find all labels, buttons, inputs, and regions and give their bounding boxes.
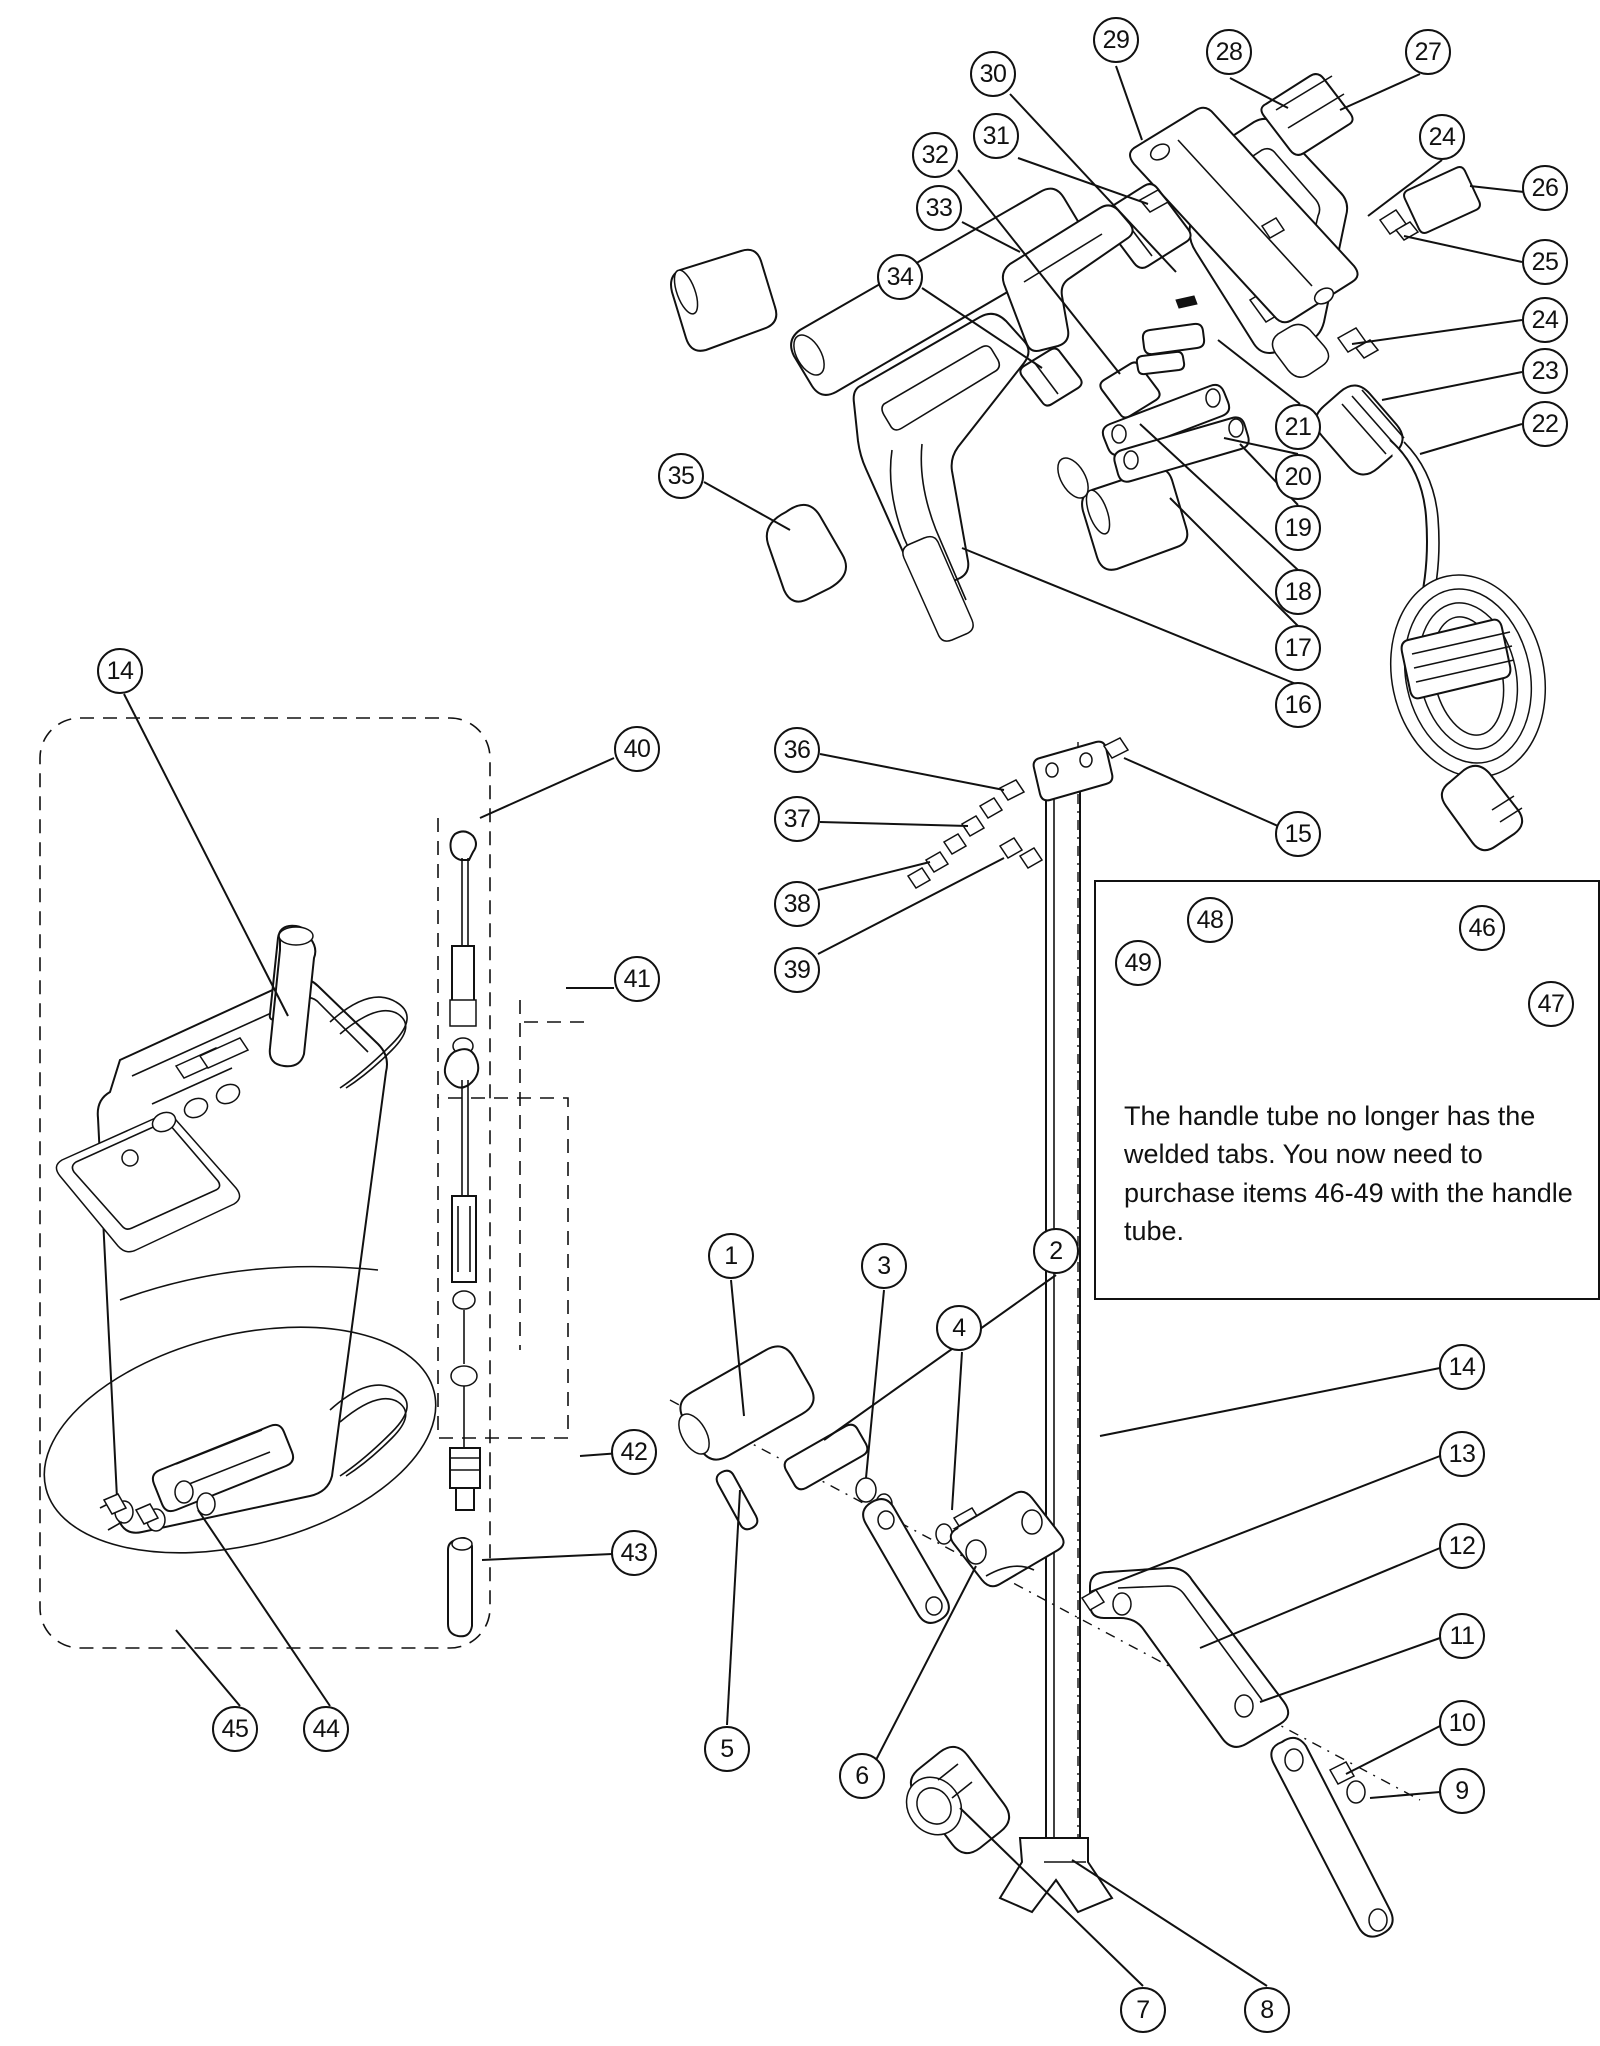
bottom-roller (895, 1747, 1009, 1853)
callout-39: 39 (774, 947, 820, 993)
callout-6: 6 (839, 1753, 885, 1799)
callout-10: 10 (1439, 1700, 1485, 1746)
callout-24: 24 (1522, 297, 1568, 343)
plug (1442, 766, 1522, 850)
callout-13: 13 (1439, 1431, 1485, 1477)
cord-coil (1372, 560, 1563, 791)
callout-37: 37 (774, 796, 820, 842)
callout-47: 47 (1528, 981, 1574, 1027)
arm-casting-12 (1090, 1568, 1288, 1747)
callout-23: 23 (1522, 348, 1568, 394)
callout-19: 19 (1275, 505, 1321, 551)
callout-5: 5 (704, 1726, 750, 1772)
callout-38: 38 (774, 881, 820, 927)
callout-11: 11 (1439, 1613, 1485, 1659)
callout-27: 27 (1405, 29, 1451, 75)
plate-35 (767, 505, 846, 602)
console-assembly (21, 718, 490, 1648)
callout-14: 14 (97, 648, 143, 694)
callout-26: 26 (1522, 165, 1568, 211)
handle-tube-note-text: The handle tube no longer has the welded tabs. You now need to purchase items 46-49 with the handle tube. (1124, 1101, 1573, 1246)
callout-2: 2 (1033, 1228, 1079, 1274)
callout-30: 30 (970, 51, 1016, 97)
callout-28: 28 (1206, 29, 1252, 75)
callout-48: 48 (1187, 897, 1233, 943)
callout-35: 35 (658, 453, 704, 499)
callout-45: 45 (212, 1706, 258, 1752)
callout-22: 22 (1522, 401, 1568, 447)
callout-3: 3 (861, 1243, 907, 1289)
callout-25: 25 (1522, 239, 1568, 285)
callout-4: 4 (936, 1305, 982, 1351)
callout-46: 46 (1459, 905, 1505, 951)
callout-12: 12 (1439, 1523, 1485, 1569)
callout-36: 36 (774, 727, 820, 773)
power-cord (1315, 385, 1563, 850)
callout-32: 32 (912, 132, 958, 178)
callout-49: 49 (1115, 940, 1161, 986)
callout-18: 18 (1275, 569, 1321, 615)
callout-44: 44 (303, 1706, 349, 1752)
callout-29: 29 (1093, 17, 1139, 63)
callout-9: 9 (1439, 1768, 1485, 1814)
callout-16: 16 (1275, 682, 1321, 728)
callout-24: 24 (1419, 114, 1465, 160)
callout-40: 40 (614, 726, 660, 772)
callout-33: 33 (916, 185, 962, 231)
trigger-parts (1137, 296, 1204, 374)
callout-21: 21 (1275, 404, 1321, 450)
plate-26 (1404, 167, 1480, 233)
callout-31: 31 (973, 113, 1019, 159)
callout-41: 41 (614, 956, 660, 1002)
callout-43: 43 (611, 1530, 657, 1576)
left-grip (670, 250, 777, 351)
callout-8: 8 (1244, 1987, 1290, 2033)
right-grip (1082, 469, 1188, 570)
cable-assembly (438, 818, 586, 1636)
callout-34: 34 (877, 254, 923, 300)
callout-1: 1 (708, 1233, 754, 1279)
callout-20: 20 (1275, 454, 1321, 500)
callout-7: 7 (1120, 1987, 1166, 2033)
callout-17: 17 (1275, 625, 1321, 671)
handle-tube-note-box (1094, 880, 1600, 1300)
callout-14: 14 (1439, 1344, 1485, 1390)
callout-42: 42 (611, 1429, 657, 1475)
callout-15: 15 (1275, 811, 1321, 857)
